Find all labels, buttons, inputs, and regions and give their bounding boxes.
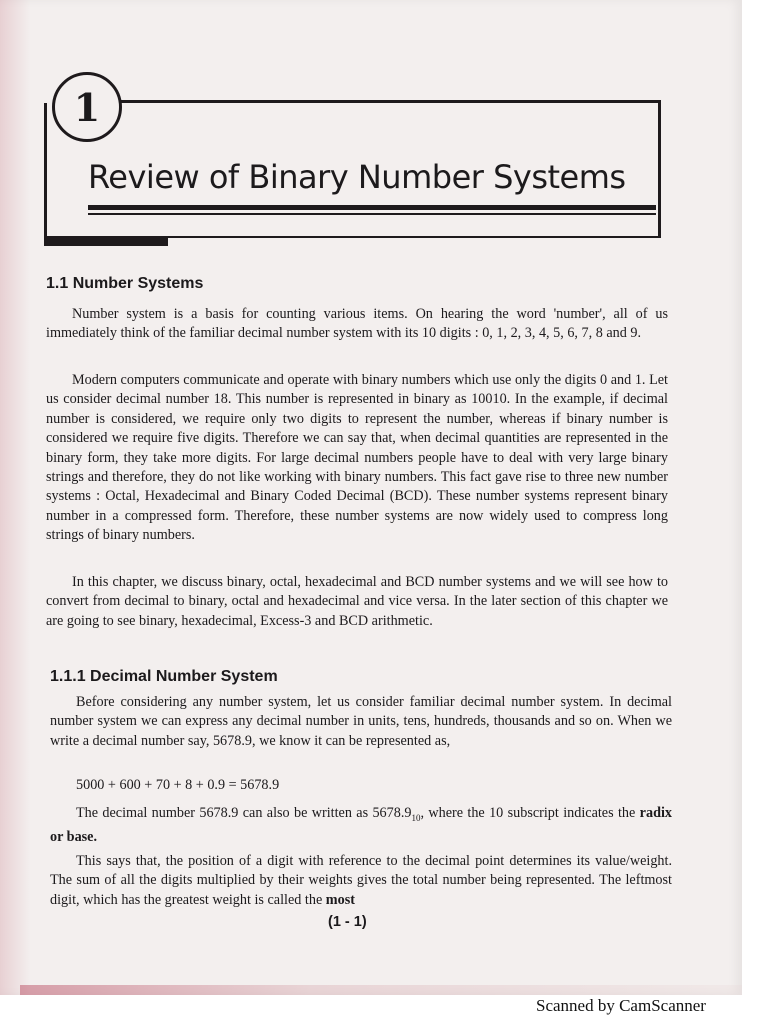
section-paragraph-3: In this chapter, we discuss binary, octal, hexadecimal and BCD number systems and we will see how to convert from decimal to binary, octal and hexadecimal and vice versa. In the later section of this chapter we are going to see binary, hexadecimal, Excess-3 and BCD arithmetic. [46,574,668,629]
expansion-equation: 5000 + 600 + 70 + 8 + 0.9 = 5678.9 [76,777,280,793]
most-term: most [325,891,355,908]
chapter-number: 1 [73,84,101,130]
radix-text-before: The decimal number 5678.9 can also be written as 5678.9 [76,805,412,821]
subsection-paragraph-3 [50,852,672,910]
radix-subscript: 10 [411,812,421,823]
subsection-paragraph-1: Before considering any number system, let us consider familiar decimal number system. In decimal number system we can express any decimal number in units, tens, hundreds, thousands and so on. When we write a decimal number say, 5678.9, we know it can be represented as, [50,694,672,749]
page-edge-shading [0,0,30,995]
section-paragraph-1: Number system is a basis for counting various items. On hearing the word 'number', all of us immediately think of the familiar decimal number system with its 10 digits : 0, 1, 2, 3, 4, 5, 6, 7, 8 and 9. [46,306,668,342]
title-underline-thin [88,213,656,215]
page-bottom-stain [20,985,742,995]
chapter-title: Review of Binary Number Systems [88,158,626,196]
chapter-frame-top [120,100,660,103]
chapter-number-badge [52,72,122,142]
chapter-frame-left [44,103,47,245]
subsection-paragraph-2 [50,804,672,848]
section-paragraph-2: Modern computers communicate and operate with binary numbers which use only the digits 0 and 1. Let us consider decimal number 18. This number is represented in binary as 10010. In the example, if decimal number is considered, we require only two digits to represent the number, whereas if binary number is considered we require five digits. Therefore we can say that, when decimal quantities are represented in the binary form, they take more digits. For large decimal numbers people have to deal with very large binary strings and therefore, they do not like working with binary numbers. This fact gave rise to three new number systems : Octal, Hexadecimal and Binary Coded Decimal (BCD). These number systems represent binary number in a compressed form. Therefore, these number systems are now widely used to compress long strings of binary numbers. [46,372,668,544]
radix-term: radix or base. [50,805,672,846]
page-number: (1 - 1) [328,914,367,930]
title-underline-thick [88,205,656,210]
weight-text: This says that, the position of a digit with reference to the decimal point determines its value/weight. The sum of all the digits multiplied by their weights gives the total number being represented. The leftmost digit, which has the greatest weight is called the [50,853,672,908]
subsection-heading: 1.1.1 Decimal Number System [50,668,278,685]
scanner-watermark: Scanned by CamScanner [536,996,706,1015]
radix-text-after: , where the 10 subscript indicates the [420,805,640,821]
chapter-frame-right [658,100,661,238]
chapter-frame-tab [44,236,168,246]
section-heading: 1.1 Number Systems [46,275,204,292]
